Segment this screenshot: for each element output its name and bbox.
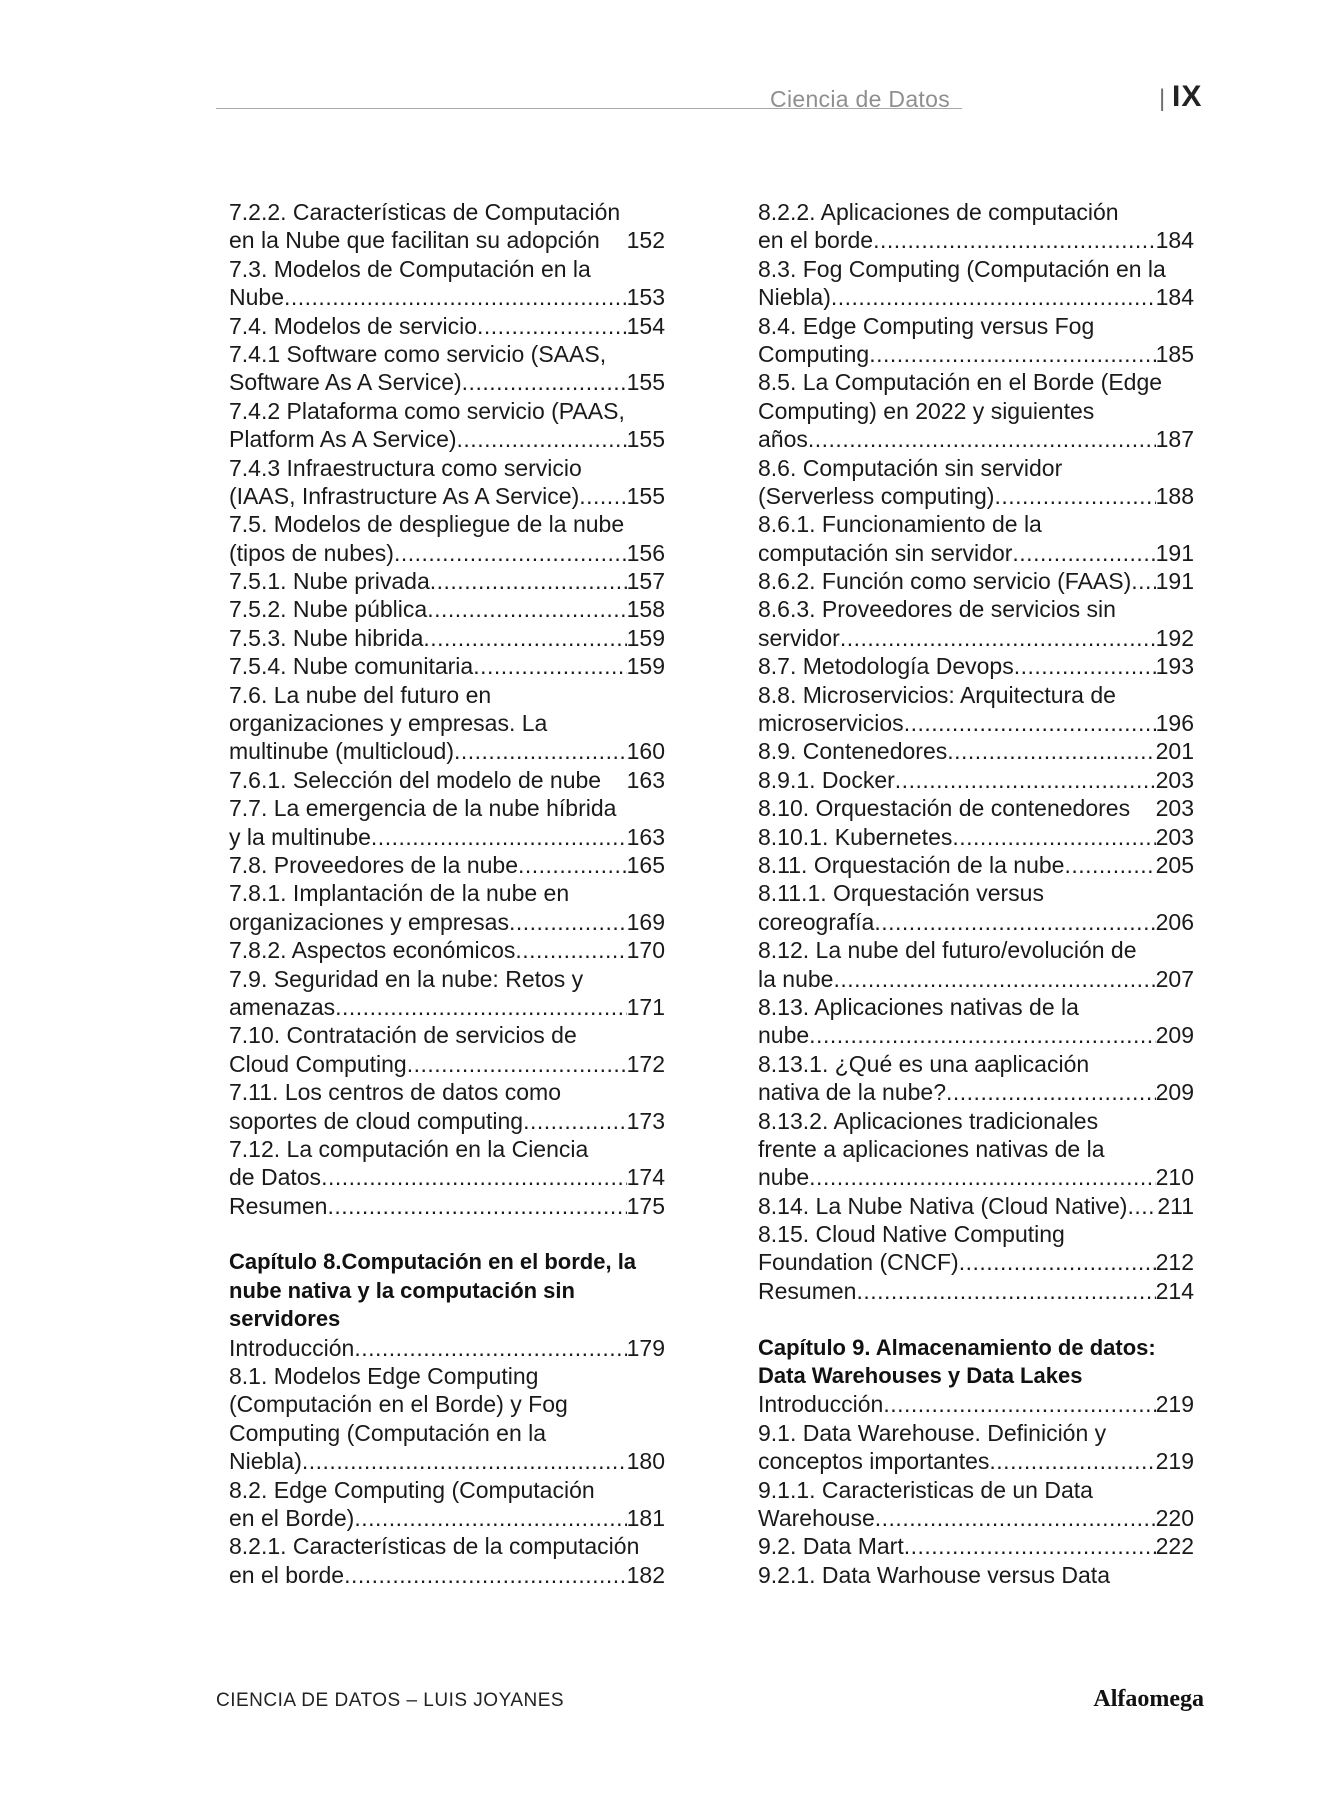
- toc-entry-title: 8.11.1. Orquestación versus: [758, 880, 1044, 907]
- toc-entry[interactable]: [229, 454, 665, 482]
- dot-leader: [946, 1078, 1156, 1106]
- toc-entry[interactable]: [229, 510, 665, 538]
- toc-entry[interactable]: [758, 510, 1194, 538]
- toc-page-number: 154: [626, 312, 665, 339]
- toc-page-number: 169: [626, 908, 665, 935]
- toc-page-number: 214: [1155, 1277, 1194, 1304]
- toc-page-number: 180: [626, 1448, 665, 1475]
- toc-page-number: 181: [626, 1504, 665, 1531]
- toc-entry-title: 8.6.1. Funcionamiento de la: [758, 511, 1042, 538]
- toc-entry[interactable]: [758, 1021, 1194, 1049]
- dot-leader: [947, 737, 1155, 765]
- toc-entry[interactable]: [758, 283, 1194, 311]
- toc-entry[interactable]: [229, 1476, 665, 1504]
- toc-entry[interactable]: [229, 1078, 665, 1106]
- toc-entry[interactable]: [758, 539, 1194, 567]
- toc-entry-title: Niebla): [758, 284, 831, 311]
- toc-entry[interactable]: [758, 1504, 1194, 1532]
- toc-entry[interactable]: [758, 595, 1194, 623]
- toc-entry-title: 9.1.1. Caracteristicas de un Data: [758, 1476, 1093, 1503]
- toc-page-number: 209: [1155, 1022, 1194, 1049]
- dot-leader: [808, 425, 1156, 453]
- dot-leader: [354, 1504, 626, 1532]
- toc-page-number: 184: [1155, 284, 1194, 311]
- toc-page-number: 206: [1155, 908, 1194, 935]
- dot-leader: [1014, 652, 1156, 680]
- toc-page-number: 188: [1155, 482, 1194, 509]
- toc-entry[interactable]: [229, 652, 665, 680]
- toc-entry-title: organizaciones y empresas. La: [229, 710, 548, 737]
- toc-entry-title: 7.8.1. Implantación de la nube en: [229, 880, 570, 907]
- toc-entry-title: Cloud Computing: [229, 1050, 407, 1077]
- toc-entry-title: 7.9. Seguridad en la nube: Retos y: [229, 965, 584, 992]
- toc-entry[interactable]: [758, 340, 1194, 368]
- toc-entry[interactable]: [229, 1390, 665, 1418]
- toc-entry-title: 8.1. Modelos Edge Computing: [229, 1363, 539, 1390]
- toc-page-number: 187: [1155, 426, 1194, 453]
- toc-entry[interactable]: [758, 709, 1194, 737]
- dot-leader: [457, 425, 627, 453]
- toc-entry[interactable]: [758, 908, 1194, 936]
- toc-entry[interactable]: [229, 595, 665, 623]
- toc-entry[interactable]: [229, 1135, 665, 1163]
- dot-leader: [875, 1504, 1156, 1532]
- toc-entry-title: Resumen: [758, 1277, 857, 1304]
- toc-entry-title: 7.12. La computación en la Ciencia: [229, 1135, 589, 1162]
- dot-leader: [327, 1192, 626, 1220]
- dot-leader: [869, 340, 1155, 368]
- toc-entry-title: nativa de la nube?: [758, 1079, 946, 1106]
- toc-entry-title: 7.8. Proveedores de la nube: [229, 851, 518, 878]
- toc-entry-title: Warehouse: [758, 1504, 875, 1531]
- toc-entry-title: en el borde: [758, 227, 874, 254]
- toc-entry[interactable]: [229, 1334, 665, 1362]
- toc-entry[interactable]: [229, 312, 665, 340]
- toc-entry-title: 7.4. Modelos de servicio: [229, 312, 478, 339]
- dot-leader: [462, 368, 627, 396]
- toc-page-number: 210: [1155, 1164, 1194, 1191]
- toc-page-number: 184: [1155, 227, 1194, 254]
- toc-entry-title: Computing) en 2022 y siguientes: [758, 397, 1095, 424]
- toc-entry-title: 8.11. Orquestación de la nube: [758, 851, 1065, 878]
- toc-entry[interactable]: [229, 1192, 665, 1220]
- toc-page-number: 220: [1155, 1504, 1194, 1531]
- toc-entry-title: nube: [758, 1164, 810, 1191]
- dot-leader: [354, 1334, 626, 1362]
- toc-page-number: 174: [626, 1164, 665, 1191]
- toc-page-number: 157: [626, 568, 665, 595]
- toc-entry-title: 7.6.1. Selección del modelo de nube: [229, 766, 602, 793]
- toc-entry[interactable]: [229, 198, 665, 226]
- toc-page-number: 193: [1155, 653, 1194, 680]
- dot-leader: [883, 1390, 1155, 1418]
- dot-leader: [477, 312, 627, 340]
- toc-page-number: 163: [626, 823, 665, 850]
- toc-entry-title: 7.7. La emergencia de la nube híbrida: [229, 795, 617, 822]
- toc-page-number: 159: [626, 624, 665, 651]
- toc-page-number: 171: [626, 993, 665, 1020]
- toc-entry[interactable]: [229, 794, 665, 822]
- dot-leader: [430, 567, 627, 595]
- toc-entry-title: en el borde: [229, 1561, 345, 1588]
- toc-entry-title: 8.12. La nube del futuro/evolución de: [758, 937, 1137, 964]
- toc-entry[interactable]: [758, 454, 1194, 482]
- toc-entry[interactable]: [758, 567, 1194, 595]
- toc-page-number: 203: [1155, 766, 1194, 793]
- toc-entry[interactable]: [758, 368, 1194, 396]
- toc-page-number: 209: [1155, 1079, 1194, 1106]
- toc-entry[interactable]: [229, 1419, 665, 1447]
- toc-entry-title: servidor: [758, 624, 840, 651]
- toc-entry-title: Resumen: [229, 1192, 328, 1219]
- toc-entry[interactable]: [758, 255, 1194, 283]
- toc-entry[interactable]: [229, 425, 665, 453]
- toc-entry[interactable]: [229, 737, 665, 765]
- toc-entry[interactable]: [229, 908, 665, 936]
- dot-leader: [856, 1277, 1155, 1305]
- toc-entry[interactable]: [758, 397, 1194, 425]
- dot-leader: [831, 283, 1156, 311]
- toc-entry[interactable]: [758, 993, 1194, 1021]
- toc-entry-title: (Serverless computing): [758, 482, 995, 509]
- toc-entry[interactable]: [758, 624, 1194, 652]
- dot-leader: [518, 851, 627, 879]
- toc-entry[interactable]: [229, 1163, 665, 1191]
- dot-leader: [904, 1532, 1156, 1560]
- toc-page-number: 222: [1155, 1533, 1194, 1560]
- toc-entry-title: 7.6. La nube del futuro en: [229, 681, 492, 708]
- toc-entry-title: 7.10. Contratación de servicios de: [229, 1022, 577, 1049]
- toc-entry[interactable]: [229, 255, 665, 283]
- toc-entry[interactable]: [758, 681, 1194, 709]
- toc-entry[interactable]: [229, 823, 665, 851]
- dot-leader: [959, 1248, 1156, 1276]
- toc-entry-title: 8.10.1. Kubernetes: [758, 823, 953, 850]
- toc-page-number: 156: [626, 539, 665, 566]
- toc-entry[interactable]: [229, 1362, 665, 1390]
- dot-leader: [994, 482, 1155, 510]
- toc-entry-title: 9.2.1. Data Warhouse versus Data: [758, 1561, 1110, 1588]
- dot-leader: [427, 595, 626, 623]
- toc-entry-title: 8.8. Microservicios: Arquitectura de: [758, 681, 1116, 708]
- toc-entry-title: 7.11. Los centros de datos como: [229, 1079, 561, 1106]
- toc-entry-title: organizaciones y empresas: [229, 908, 509, 935]
- toc-entry[interactable]: [758, 1135, 1194, 1163]
- toc-entry-title: años: [758, 426, 808, 453]
- toc-entry-title: microservicios: [758, 710, 904, 737]
- toc-entry-title: 8.6.2. Función como servicio (FAAS): [758, 568, 1132, 595]
- section-gap: [229, 1220, 665, 1248]
- toc-page-number: 155: [626, 426, 665, 453]
- toc-entry-title: 7.3. Modelos de Computación en la: [229, 255, 591, 282]
- dot-leader: [302, 1447, 627, 1475]
- toc-entry[interactable]: [758, 1078, 1194, 1106]
- toc-entry[interactable]: [229, 936, 665, 964]
- toc-entry-title: 8.2. Edge Computing (Computación: [229, 1476, 595, 1503]
- toc-entry-title: Computing: [758, 340, 870, 367]
- dot-leader: [284, 283, 627, 311]
- toc-entry-title: (tipos de nubes): [229, 539, 394, 566]
- dot-leader: [321, 1163, 627, 1191]
- toc-entry[interactable]: [229, 1532, 665, 1560]
- dot-leader: [509, 908, 627, 936]
- toc-entry[interactable]: [229, 681, 665, 709]
- toc-entry[interactable]: [229, 709, 665, 737]
- toc-entry-title: 9.2. Data Mart: [758, 1533, 904, 1560]
- toc-entry[interactable]: [758, 1447, 1194, 1475]
- toc-entry[interactable]: [229, 340, 665, 368]
- toc-entry[interactable]: [758, 766, 1194, 794]
- toc-entry-title: multinube (multicloud): [229, 738, 454, 765]
- dot-leader: [874, 908, 1155, 936]
- toc-entry[interactable]: [758, 965, 1194, 993]
- toc-entry-title: 8.13. Aplicaciones nativas de la: [758, 993, 1079, 1020]
- toc-page-number: 172: [626, 1050, 665, 1077]
- toc-entry[interactable]: [758, 482, 1194, 510]
- toc-entry[interactable]: [229, 965, 665, 993]
- toc-entry[interactable]: [758, 737, 1194, 765]
- toc-entry-title: 9.1. Data Warehouse. Definición y: [758, 1419, 1107, 1446]
- dot-leader: [952, 823, 1155, 851]
- dot-leader: [873, 226, 1156, 254]
- toc-entry-title: soportes de cloud computing: [229, 1107, 524, 1134]
- toc-entry-title: 8.6. Computación sin servidor: [758, 454, 1063, 481]
- toc-entry-title: Foundation (CNCF): [758, 1249, 959, 1276]
- page-number: IX: [1172, 80, 1203, 113]
- toc-page-number: 153: [626, 284, 665, 311]
- toc-page-number: 211: [1157, 1192, 1194, 1219]
- footer-book-title: CIENCIA DE DATOS – LUIS JOYANES: [216, 1690, 565, 1711]
- toc-entry[interactable]: [758, 851, 1194, 879]
- toc-page-number: 175: [626, 1192, 665, 1219]
- toc-entry[interactable]: [758, 1561, 1194, 1589]
- toc-page-number: 170: [626, 937, 665, 964]
- toc-entry-title: en el Borde): [229, 1504, 355, 1531]
- dot-leader: [454, 737, 627, 765]
- toc-page-number: 155: [626, 482, 665, 509]
- toc-entry[interactable]: [758, 936, 1194, 964]
- toc-entry[interactable]: [229, 283, 665, 311]
- toc-page-number: 201: [1155, 738, 1194, 765]
- toc-entry-title: 8.5. La Computación en el Borde (Edge: [758, 369, 1163, 396]
- toc-entry[interactable]: [229, 539, 665, 567]
- dot-leader: [579, 482, 626, 510]
- toc-entry[interactable]: [758, 823, 1194, 851]
- toc-entry[interactable]: [758, 425, 1194, 453]
- toc-entry-title: amenazas: [229, 993, 336, 1020]
- toc-entry-title: conceptos importantes: [758, 1448, 990, 1475]
- toc-entry-title: (Computación en el Borde) y Fog: [229, 1391, 568, 1418]
- toc-left-column: [229, 198, 665, 1589]
- toc-page-number: 212: [1155, 1249, 1194, 1276]
- toc-page-number: 192: [1155, 624, 1194, 651]
- toc-page-number: 219: [1155, 1448, 1194, 1475]
- running-header-title: Ciencia de Datos: [770, 86, 950, 112]
- toc-entry[interactable]: [758, 312, 1194, 340]
- toc-page-number: 152: [626, 227, 665, 254]
- toc-entry-title: 8.2.2. Aplicaciones de computación: [758, 199, 1119, 225]
- toc-page-number: 179: [626, 1334, 665, 1361]
- dot-leader: [407, 1050, 627, 1078]
- toc-page-number: 163: [626, 766, 665, 793]
- toc-entry-title: 7.5.2. Nube pública: [229, 596, 428, 623]
- toc-entry[interactable]: [229, 851, 665, 879]
- toc-entry-title: 8.15. Cloud Native Computing: [758, 1221, 1065, 1248]
- toc-entry[interactable]: [758, 1220, 1194, 1248]
- toc-page-number: 196: [1155, 710, 1194, 737]
- toc-page-number: 158: [626, 596, 665, 623]
- toc-entry[interactable]: [229, 1021, 665, 1049]
- toc-entry-title: Introducción: [229, 1334, 355, 1361]
- toc-entry-title: Software As A Service): [229, 369, 462, 396]
- toc-entry[interactable]: [229, 1050, 665, 1078]
- toc-entry[interactable]: [229, 567, 665, 595]
- toc-entry[interactable]: [229, 1504, 665, 1532]
- toc-entry[interactable]: [758, 1532, 1194, 1560]
- toc-entry[interactable]: [229, 1561, 665, 1589]
- toc-page-number: 185: [1155, 340, 1194, 367]
- toc-entry-title: (IAAS, Infrastructure As A Service): [229, 482, 580, 509]
- chapter-heading: Capítulo 8.Computación en el borde, la: [229, 1249, 637, 1275]
- chapter-heading: Capítulo 9. Almacenamiento de datos:: [758, 1334, 1156, 1360]
- dot-leader: [335, 993, 627, 1021]
- toc-entry[interactable]: [229, 368, 665, 396]
- dot-leader: [1064, 851, 1155, 879]
- dot-leader: [473, 652, 626, 680]
- dot-leader: [809, 1021, 1155, 1049]
- toc-page-number: 203: [1155, 795, 1194, 822]
- chapter-heading: nube nativa y la computación sin: [229, 1277, 575, 1303]
- chapter-heading: Data Warehouses y Data Lakes: [758, 1363, 1083, 1389]
- toc-entry-title: Nube: [229, 284, 284, 311]
- toc-page-number: 160: [626, 738, 665, 765]
- toc-entry[interactable]: [229, 482, 665, 510]
- toc-entry-title: la nube: [758, 965, 834, 992]
- toc-entry[interactable]: [758, 1163, 1194, 1191]
- toc-entry[interactable]: [758, 1476, 1194, 1504]
- dot-leader: [1012, 539, 1155, 567]
- toc-entry[interactable]: [758, 198, 1194, 226]
- toc-entry[interactable]: [758, 1107, 1194, 1135]
- toc-entry-title: 8.10. Orquestación de contenedores: [758, 795, 1131, 822]
- dot-leader: [809, 1163, 1155, 1191]
- toc-entry[interactable]: [758, 652, 1194, 680]
- dot-leader: [840, 624, 1156, 652]
- toc-page-number: 205: [1155, 851, 1194, 878]
- toc-entry[interactable]: [758, 1050, 1194, 1078]
- toc-page-number: 203: [1155, 823, 1194, 850]
- toc-page-number: 159: [626, 653, 665, 680]
- toc-entry[interactable]: [229, 993, 665, 1021]
- toc-entry-title: de Datos: [229, 1164, 322, 1191]
- toc-entry-title: 8.3. Fog Computing (Computación en la: [758, 255, 1166, 282]
- toc-entry[interactable]: [229, 624, 665, 652]
- dot-leader: [1127, 1192, 1157, 1220]
- toc-entry-title: 8.13.1. ¿Qué es una aaplicación: [758, 1050, 1090, 1077]
- toc-entry-title: 8.7. Metodología Devops: [758, 653, 1014, 680]
- toc-entry-title: coreografía: [758, 908, 875, 935]
- dot-leader: [904, 709, 1156, 737]
- dot-leader: [371, 823, 627, 851]
- toc-page-number: 182: [626, 1561, 665, 1588]
- toc-entry[interactable]: [229, 879, 665, 907]
- toc-entry-title: 8.6.3. Proveedores de servicios sin: [758, 596, 1116, 623]
- section-gap: [758, 1305, 1194, 1333]
- toc-entry-title: 7.4.1 Software como servicio (SAAS,: [229, 340, 607, 367]
- toc-page-number: 191: [1155, 568, 1194, 595]
- toc-entry[interactable]: [758, 1277, 1194, 1305]
- toc-page-number: 207: [1155, 965, 1194, 992]
- toc-page-number: 173: [626, 1107, 665, 1134]
- dot-leader: [423, 624, 626, 652]
- toc-entry-title: 7.5.4. Nube comunitaria: [229, 653, 474, 680]
- toc-page-number: 219: [1155, 1391, 1194, 1418]
- toc-page-number: 165: [626, 851, 665, 878]
- toc-entry-title: 7.5.3. Nube hibrida: [229, 624, 424, 651]
- toc-entry[interactable]: [229, 397, 665, 425]
- footer-publisher: Alfaomega: [1093, 1686, 1204, 1712]
- toc-entry-title: 8.2.1. Características de la computación: [229, 1533, 640, 1560]
- toc-entry-title: Introducción: [758, 1391, 884, 1418]
- dot-leader: [523, 1107, 627, 1135]
- dot-leader: [833, 965, 1155, 993]
- toc-right-column: [758, 198, 1194, 1589]
- toc-entry-title: 7.5. Modelos de despliegue de la nube: [229, 511, 625, 538]
- toc-entry[interactable]: [758, 226, 1194, 254]
- toc-entry[interactable]: [758, 1390, 1194, 1418]
- toc-entry[interactable]: [229, 226, 665, 254]
- toc-entry-title: Platform As A Service): [229, 426, 457, 453]
- toc-entry-title: Niebla): [229, 1448, 302, 1475]
- dot-leader: [515, 936, 626, 964]
- chapter-heading: servidores: [229, 1306, 341, 1332]
- toc-entry[interactable]: [758, 1419, 1194, 1447]
- toc-entry[interactable]: [229, 1107, 665, 1135]
- toc-entry-title: nube: [758, 1022, 810, 1049]
- toc-entry-title: frente a aplicaciones nativas de la: [758, 1135, 1105, 1162]
- toc-page-number: 191: [1155, 539, 1194, 566]
- toc-entry-title: 8.9. Contenedores: [758, 738, 948, 765]
- toc-entry-title: computación sin servidor: [758, 539, 1013, 566]
- dot-leader: [989, 1447, 1155, 1475]
- toc-entry-title: en la Nube que facilitan su adopción: [229, 227, 600, 254]
- toc-entry-title: 7.4.2 Plataforma como servicio (PAAS,: [229, 397, 625, 424]
- dot-leader: [394, 539, 627, 567]
- toc-entry-title: 8.4. Edge Computing versus Fog: [758, 312, 1095, 339]
- toc-entry[interactable]: [758, 879, 1194, 907]
- toc-entry-title: 7.2.2. Características de Computación: [229, 199, 621, 225]
- toc-entry-title: 7.5.1. Nube privada: [229, 568, 430, 595]
- toc-entry-title: 8.13.2. Aplicaciones tradicionales: [758, 1107, 1099, 1134]
- dot-leader: [344, 1561, 627, 1589]
- toc-entry-title: 7.8.2. Aspectos económicos: [229, 937, 516, 964]
- toc-entry-title: y la multinube: [229, 823, 371, 850]
- dot-leader: [1131, 567, 1155, 595]
- toc-entry[interactable]: [758, 1248, 1194, 1276]
- toc-entry[interactable]: [229, 1447, 665, 1475]
- dot-leader: [895, 766, 1156, 794]
- toc-page-number: 155: [626, 369, 665, 396]
- toc-entry[interactable]: [758, 794, 1194, 822]
- header-separator: |: [1159, 85, 1166, 112]
- toc-entry[interactable]: [758, 1192, 1194, 1220]
- toc-entry-title: Computing (Computación en la: [229, 1419, 547, 1446]
- toc-entry-title: 8.14. La Nube Nativa (Cloud Native): [758, 1192, 1128, 1219]
- toc-entry-title: 8.9.1. Docker: [758, 766, 895, 793]
- toc-entry[interactable]: [229, 766, 665, 794]
- toc-entry-title: 7.4.3 Infraestructura como servicio: [229, 454, 582, 481]
